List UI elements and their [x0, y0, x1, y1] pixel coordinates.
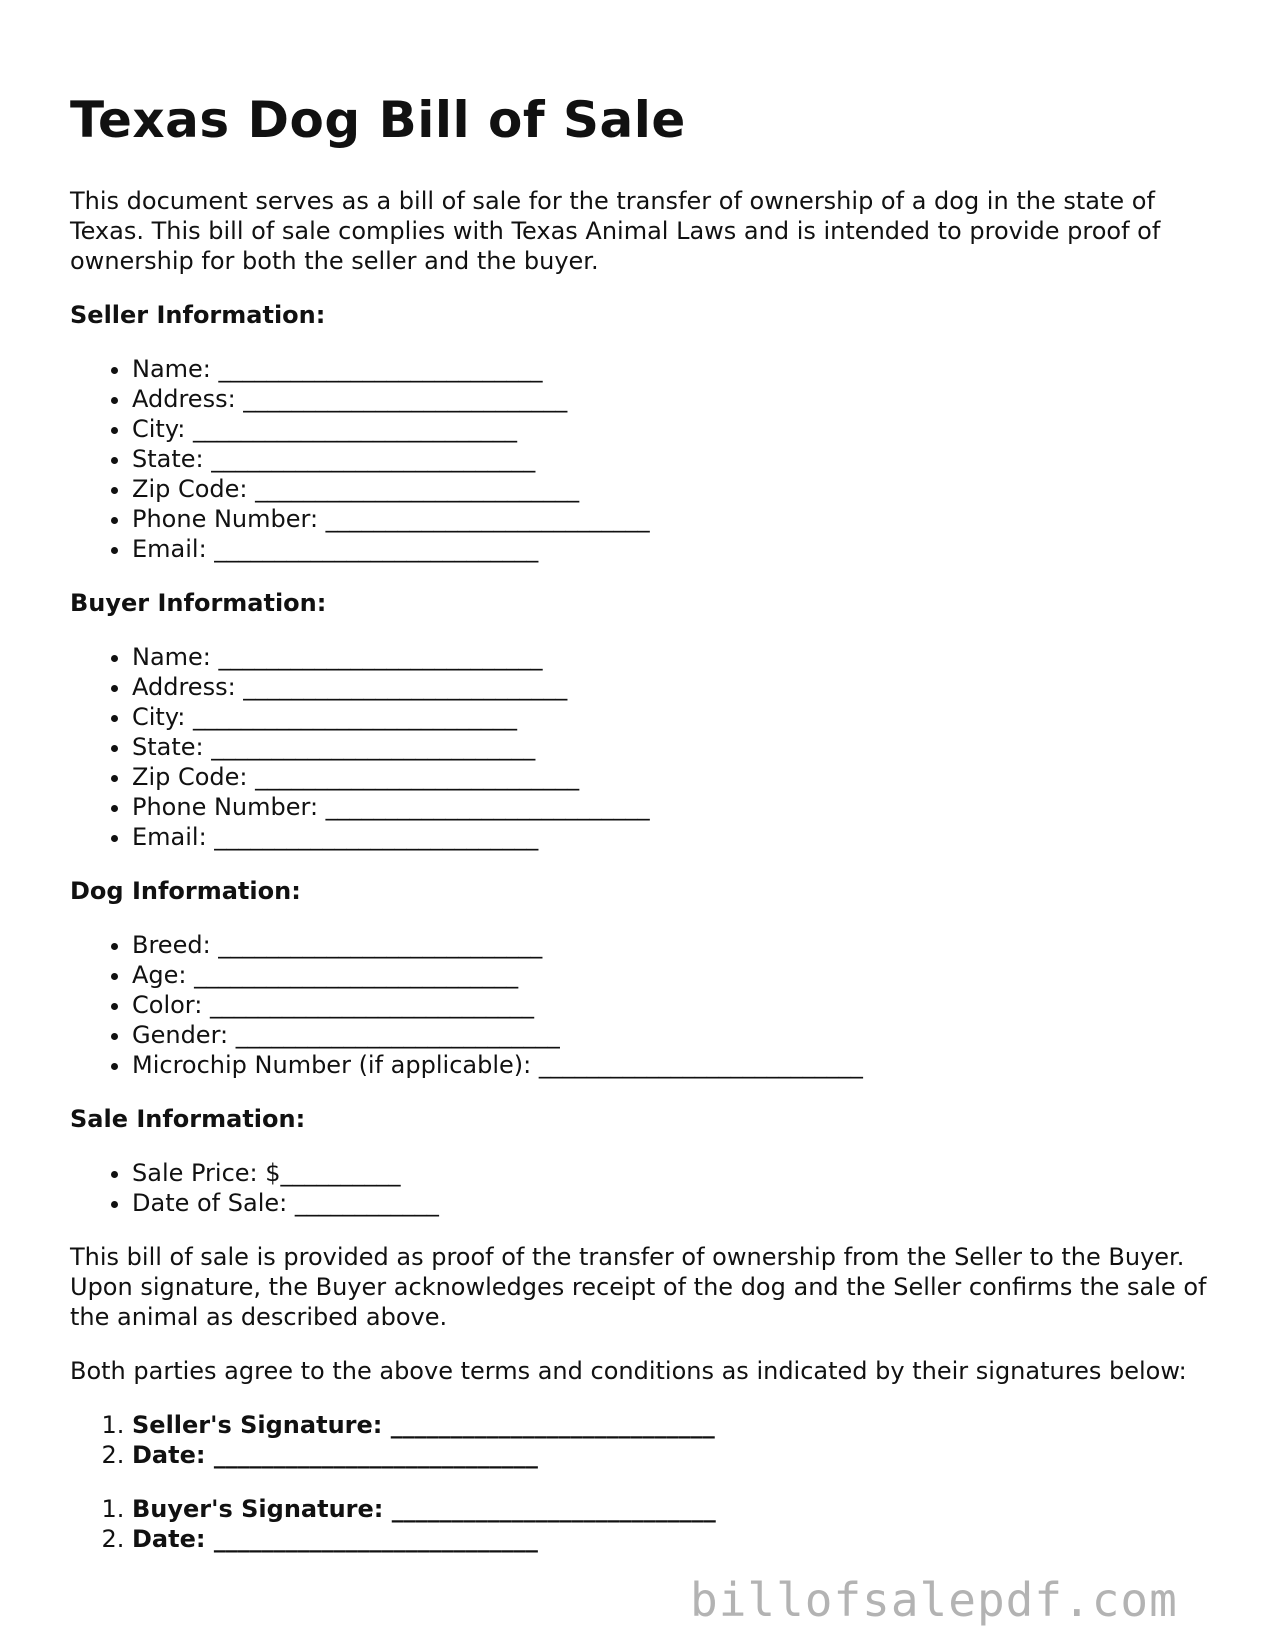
buyer-name-field: • Name: ___________________________ — [132, 642, 1210, 672]
buyer-city-field: • City: ___________________________ — [132, 702, 1210, 732]
dog-microchip-field: • Microchip Number (if applicable): ___________________________ — [132, 1050, 1210, 1080]
sale-date-field: • Date of Sale: ____________ — [132, 1188, 1210, 1218]
document-page — [70, 88, 1210, 1578]
dog-color-field: • Color: ___________________________ — [132, 990, 1210, 1020]
seller-email-field: • Email: ___________________________ — [132, 534, 1210, 564]
dog-heading: Dog Information: — [70, 877, 301, 905]
buyer-date-field — [132, 1524, 1210, 1554]
seller-heading: Seller Information: — [70, 301, 326, 329]
seller-signature-field — [132, 1410, 1210, 1440]
buyer-heading: Buyer Information: — [70, 589, 327, 617]
buyer-email-field: • Email: ___________________________ — [132, 822, 1210, 852]
seller-state-field: • State: ___________________________ — [132, 444, 1210, 474]
document-title: Texas Dog Bill of Sale — [70, 91, 686, 149]
sale-info-list — [70, 1158, 1210, 1218]
buyer-signature-field — [132, 1494, 1210, 1524]
buyer-date-label: Date: ___________________________ — [132, 1525, 538, 1553]
buyer-signature-label: Buyer's Signature: ___________________________ — [132, 1495, 716, 1523]
buyer-zip-field: • Zip Code: ___________________________ — [132, 762, 1210, 792]
dog-breed-field: • Breed: ___________________________ — [132, 930, 1210, 960]
watermark-text: billofsalepdf.com — [690, 1573, 1178, 1627]
seller-date-label: Date: ___________________________ — [132, 1441, 538, 1469]
dog-gender-field: • Gender: ___________________________ — [132, 1020, 1210, 1050]
buyer-phone-field: • Phone Number: ___________________________ — [132, 792, 1210, 822]
buyer-info-list — [70, 642, 1210, 852]
seller-info-list — [70, 354, 1210, 564]
dog-info-list — [70, 930, 1210, 1080]
seller-date-field — [132, 1440, 1210, 1470]
seller-zip-field: • Zip Code: ___________________________ — [132, 474, 1210, 504]
seller-city-field: • City: ___________________________ — [132, 414, 1210, 444]
seller-address-field: • Address: ___________________________ — [132, 384, 1210, 414]
buyer-state-field: • State: ___________________________ — [132, 732, 1210, 762]
seller-name-field: • Name: ___________________________ — [132, 354, 1210, 384]
proof-paragraph: This bill of sale is provided as proof of the transfer of ownership from the Seller to the Buyer. Upon signature, the Buyer acknowledges receipt of the dog and the Seller confirms the sale of the animal as described above. — [70, 1243, 1207, 1331]
sale-price-field: • Sale Price: $__________ — [132, 1158, 1210, 1188]
seller-signature-list — [70, 1410, 1210, 1470]
sale-heading: Sale Information: — [70, 1105, 306, 1133]
seller-phone-field: • Phone Number: ___________________________ — [132, 504, 1210, 534]
agreement-paragraph: Both parties agree to the above terms and conditions as indicated by their signatures below: — [70, 1357, 1187, 1385]
intro-paragraph: This document serves as a bill of sale for the transfer of ownership of a dog in the state of Texas. This bill of sale complies with Texas Animal Laws and is intended to provide proof of ownership for both the seller and the buyer. — [70, 187, 1161, 275]
seller-signature-label: Seller's Signature: ___________________________ — [132, 1411, 715, 1439]
dog-age-field: • Age: ___________________________ — [132, 960, 1210, 990]
buyer-address-field: • Address: ___________________________ — [132, 672, 1210, 702]
buyer-signature-list — [70, 1494, 1210, 1554]
